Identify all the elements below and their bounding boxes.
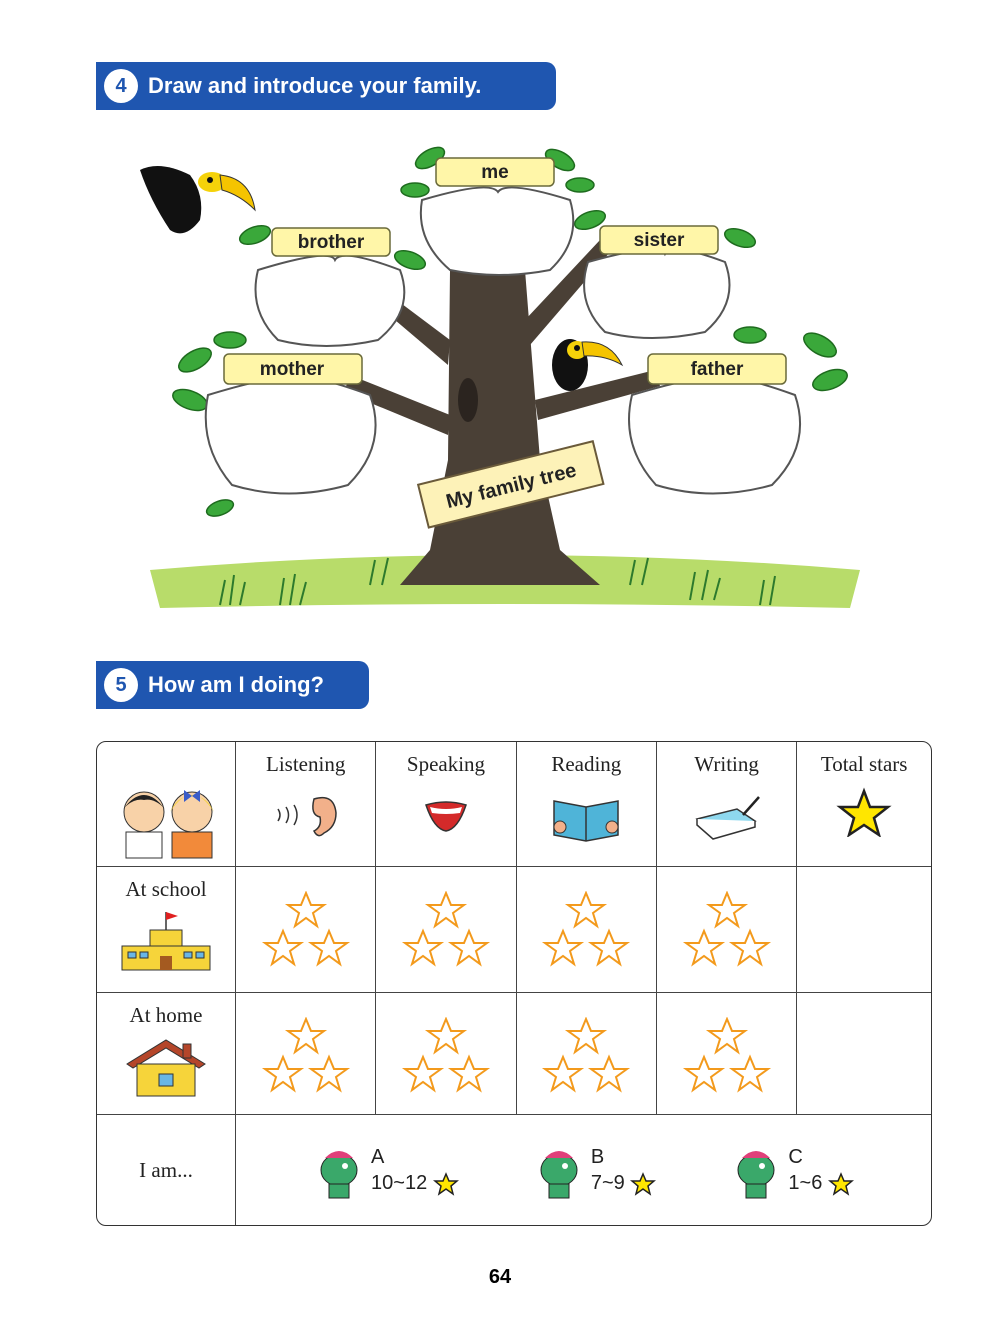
row-at-home-label-cell	[97, 993, 236, 1115]
star-icon	[433, 1172, 459, 1196]
header-total	[797, 742, 931, 867]
label-sister-plaque	[600, 226, 718, 254]
row-at-school-label-cell	[97, 867, 236, 993]
row-at-school-label: At school	[125, 877, 207, 901]
rating-range: 1~6	[788, 1172, 823, 1194]
dinosaur-icon	[533, 1140, 585, 1200]
row-at-school	[97, 867, 931, 993]
rating-options-cell	[236, 1115, 931, 1225]
tree-knot	[458, 378, 478, 422]
total-school-cell[interactable]	[797, 867, 931, 993]
rating-range: 10~12	[371, 1172, 428, 1194]
star-triplet-icon	[541, 1017, 631, 1097]
label-sister: sister	[633, 230, 685, 251]
label-me-plaque	[436, 158, 554, 186]
rating-letter: C	[788, 1146, 803, 1168]
stars-home-listening[interactable]	[236, 993, 376, 1115]
star-triplet-icon	[682, 1017, 772, 1097]
star-triplet-icon	[401, 1017, 491, 1097]
book-icon	[546, 787, 626, 843]
section-4-number: 4	[104, 69, 138, 103]
header-speaking-label: Speaking	[406, 752, 486, 776]
header-reading-label: Reading	[551, 752, 622, 776]
kids-cell	[97, 742, 236, 867]
label-mother-plaque	[224, 354, 362, 384]
stars-home-writing[interactable]	[657, 993, 797, 1115]
fruit-me	[421, 188, 573, 276]
header-listening-label: Listening	[266, 752, 346, 776]
fruit-sister	[584, 250, 729, 339]
house-icon	[121, 1034, 211, 1100]
star-icon	[630, 1172, 656, 1196]
sign-text: My family tree	[443, 459, 579, 514]
label-me: me	[481, 162, 509, 183]
stars-school-reading[interactable]	[517, 867, 657, 993]
ear-icon	[266, 787, 346, 843]
mouth-icon	[406, 787, 486, 843]
row-i-am-label-cell	[97, 1115, 236, 1225]
row-at-home-label: At home	[129, 1003, 203, 1028]
rating-option-c[interactable]	[730, 1140, 854, 1200]
dinosaur-icon	[730, 1140, 782, 1200]
page-number: 64	[488, 1266, 512, 1288]
stars-school-listening[interactable]	[236, 867, 376, 993]
label-father: father	[690, 359, 744, 380]
section-4-title: Draw and introduce your family.	[148, 73, 482, 98]
header-total-label: Total stars	[820, 752, 908, 776]
dinosaur-icon	[313, 1140, 365, 1200]
header-writing-label: Writing	[694, 752, 759, 776]
section-4-banner	[96, 62, 556, 110]
star-icon	[828, 1172, 854, 1196]
rating-option-b[interactable]	[533, 1140, 657, 1200]
rating-letter: B	[590, 1146, 605, 1168]
table-header-row	[97, 742, 931, 867]
header-reading	[517, 742, 657, 867]
fruit-mother	[206, 378, 376, 493]
notebook-pen-icon	[687, 787, 767, 843]
rating-range: 7~9	[590, 1172, 625, 1194]
toucan-flying-icon	[140, 166, 255, 233]
label-father-plaque	[648, 354, 786, 384]
row-at-home	[97, 993, 931, 1115]
stars-school-writing[interactable]	[657, 867, 797, 993]
total-star-icon	[834, 787, 894, 837]
rating-letter: A	[371, 1146, 385, 1168]
fruit-father	[629, 378, 800, 493]
star-triplet-icon	[682, 891, 772, 971]
row-i-am	[97, 1115, 931, 1225]
rating-options	[236, 1115, 931, 1225]
total-home-cell[interactable]	[797, 993, 931, 1115]
self-assessment-table	[96, 741, 932, 1226]
star-triplet-icon	[401, 891, 491, 971]
header-speaking	[376, 742, 516, 867]
label-brother: brother	[297, 232, 365, 253]
star-triplet-icon	[261, 1017, 351, 1097]
section-5-number: 5	[104, 668, 138, 702]
school-icon	[116, 908, 216, 978]
row-i-am-label: I am...	[139, 1157, 193, 1182]
star-triplet-icon	[261, 891, 351, 971]
stars-school-speaking[interactable]	[376, 867, 516, 993]
section-5-banner	[96, 661, 369, 709]
fruit-brother	[256, 256, 405, 346]
stars-home-speaking[interactable]	[376, 993, 516, 1115]
star-triplet-icon	[541, 891, 631, 971]
label-mother: mother	[259, 359, 325, 380]
label-brother-plaque	[272, 228, 390, 256]
header-writing	[657, 742, 797, 867]
rating-option-a[interactable]	[313, 1140, 459, 1200]
header-listening	[236, 742, 376, 867]
family-tree-illustration	[130, 130, 870, 625]
stars-home-reading[interactable]	[517, 993, 657, 1115]
section-5-title: How am I doing?	[148, 672, 324, 697]
kids-icon	[106, 770, 226, 860]
